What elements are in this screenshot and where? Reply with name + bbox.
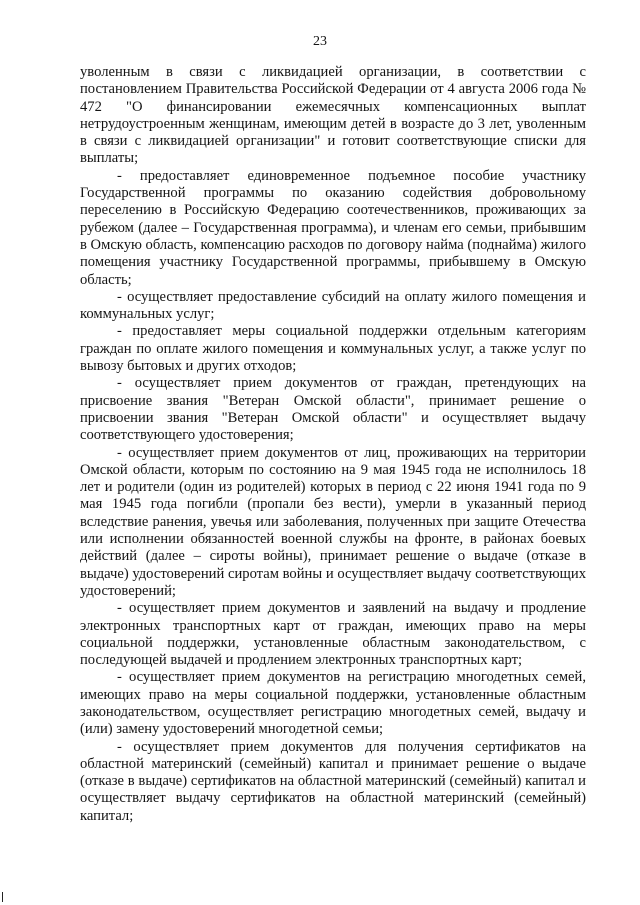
- list-item: - осуществляет прием документов для получения сертификатов на областной материнский (семейный) капитал и принимает решение о выдаче (отказе в выдаче) сертификатов на областной материнский (семейный) капитал и осуществляет выдачу сертификатов на областной материнский (семейный) капитал;: [80, 738, 586, 824]
- list-item: - осуществляет прием документов на регистрацию многодетных семей, имеющих право на меры социальной поддержки, установленные областным законодательством, осуществляет регистрацию многодетных семей, выдачу и (или) замену удостоверений многодетной семьи;: [80, 669, 586, 738]
- list-item: - осуществляет прием документов от граждан, претендующих на присвоение звания "Ветеран Омской области", принимает решение о присвоении звания "Ветеран Омской области" и осуществляет выдачу соответствующего удостоверения;: [80, 375, 586, 444]
- list-item: - осуществляет предоставление субсидий на оплату жилого помещения и коммунальных услуг;: [80, 288, 586, 323]
- list-item: - осуществляет прием документов и заявлений на выдачу и продление электронных транспортных карт от граждан, имеющих право на меры социальной поддержки, установленные областным законодательством, с последующей выдачей и продлением электронных транспортных карт;: [80, 600, 586, 669]
- scan-artifact-mark: [2, 892, 3, 902]
- paragraph-intro: уволенным в связи с ликвидацией организации, в соответствии с постановлением Правительства Российской Федерации от 4 августа 2006 года № 472 "О финансировании ежемесячных компенсационных выплат нетрудоустроенным женщинам, имеющим детей в возрасте до 3 лет, уволенным в связи с ликвидацией организации" и готовит соответствующие списки для выплаты;: [80, 64, 586, 167]
- list-item: - осуществляет прием документов от лиц, проживающих на территории Омской области, которым по состоянию на 9 мая 1945 года не исполнилось 18 лет и родители (один из родителей) которых в период с 22 июня 1941 года по 9 мая 1945 года погибли (пропали без вести), умерли в указанный период вследствие ранения, увечья или заболевания, полученных при защите Отечества или исполнении обязанностей военной службы на фронте, в районах боевых действий (далее – сироты войны), принимает решение о выдаче (отказе в выдаче) удостоверений сиротам войны и осуществляет выдачу соответствующих удостоверений;: [80, 444, 586, 599]
- list-item: - предоставляет меры социальной поддержки отдельным категориям граждан по оплате жилого помещения и коммунальных услуг, а также услуг по вывозу бытовых и других отходов;: [80, 323, 586, 375]
- page-number: 23: [313, 34, 327, 49]
- list-item: - предоставляет единовременное подъемное пособие участнику Государственной программы по оказанию содействия добровольному переселению в Российскую Федерацию соотечественников, проживающих за рубежом (далее – Государственная программа), и членам его семьи, прибывшим в Омскую область, компенсацию расходов по договору найма (поднайма) жилого помещения участнику Государственной программы, прибывшему в Омскую область;: [80, 167, 586, 288]
- document-body: [80, 64, 586, 825]
